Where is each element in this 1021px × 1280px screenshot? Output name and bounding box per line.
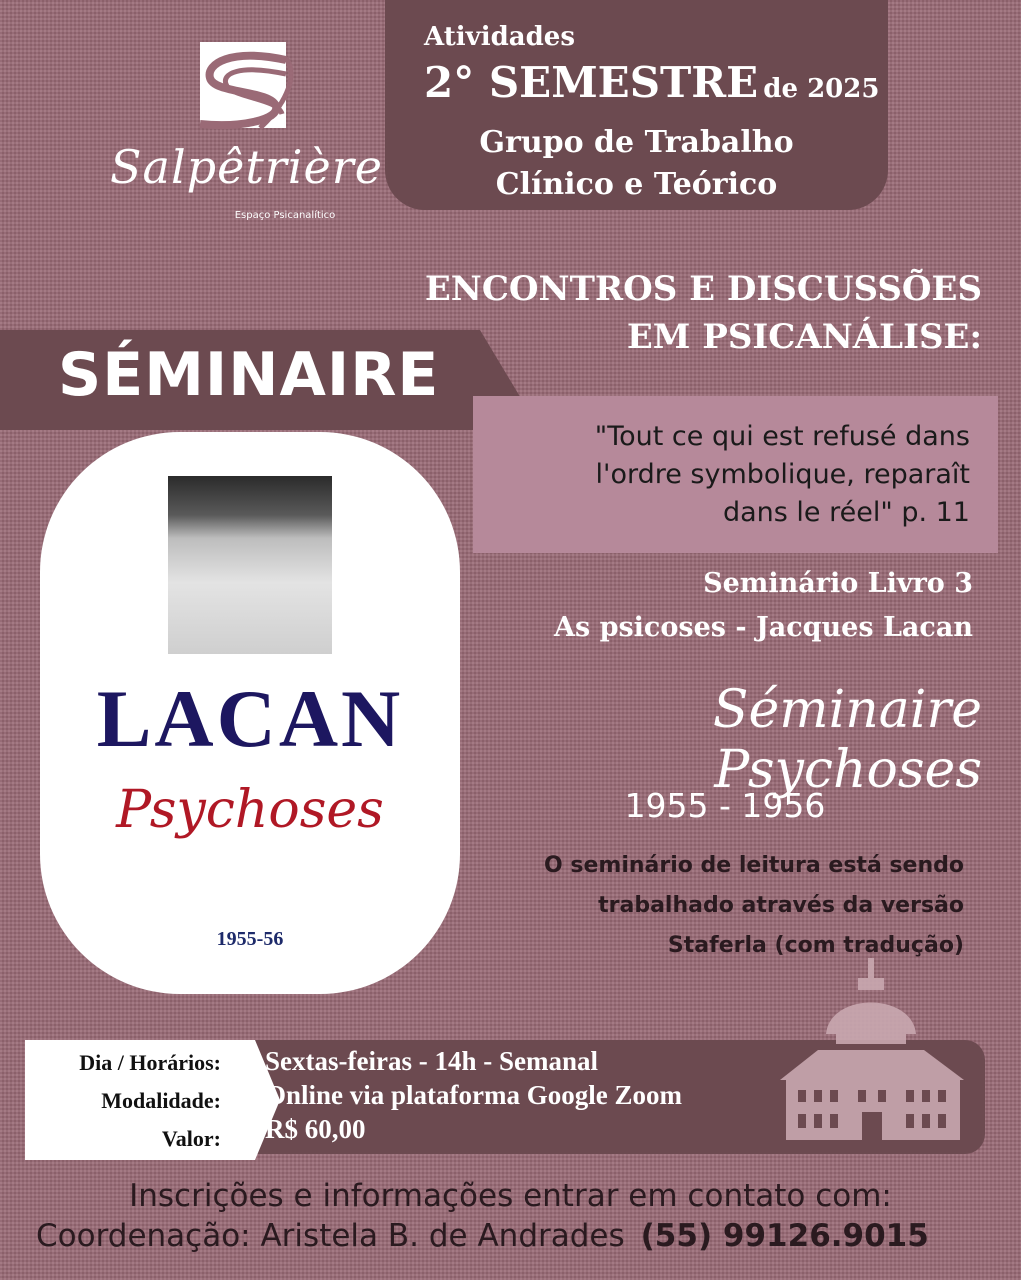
quote-line-3: dans le réel" p. 11	[722, 497, 970, 528]
atividades-label: Atividades	[424, 22, 575, 52]
seminar-livro: Seminário Livro 3	[703, 568, 973, 599]
footer-contact-line: Inscrições e informações entrar em contato com:	[129, 1178, 892, 1214]
grupo-title	[385, 122, 888, 206]
encontros-line-1: ENCONTROS E DISCUSSÕES	[424, 269, 982, 309]
building-icon	[778, 958, 968, 1142]
encontros-line-2: EM PSICANÁLISE:	[626, 317, 982, 357]
value-dia: Sextas-feiras - 14h - Semanal	[265, 1046, 598, 1076]
cover-year: 1955-56	[216, 928, 284, 950]
semester-year: de 2025	[763, 74, 880, 104]
seminar-script-title: Séminaire Psychoses	[712, 680, 982, 800]
lacan-portrait-image	[168, 476, 332, 654]
salpetriere-logo-icon	[110, 38, 383, 238]
logo-name: Salpêtrière	[110, 140, 383, 194]
versao-line-1: O seminário de leitura está sendo	[544, 853, 964, 878]
versao-note	[480, 846, 964, 966]
footer-coordination-line	[36, 1218, 929, 1254]
quote-text	[490, 418, 970, 532]
grupo-line-2: Clínico e Teórico	[495, 167, 778, 202]
cover-title: LACAN	[96, 673, 404, 764]
book-cover	[40, 432, 460, 994]
semester-title: 2° SEMESTRE	[424, 58, 759, 107]
label-modalidade: Modalidade:	[101, 1088, 221, 1113]
seminar-info	[470, 562, 973, 650]
versao-line-2: trabalhado através da versão	[598, 893, 964, 918]
label-valor: Valor:	[161, 1126, 221, 1151]
value-modalidade: Online via plataforma Google Zoom	[265, 1080, 682, 1110]
cover-subtitle: Psychoses	[116, 780, 384, 840]
seminar-years: 1955 - 1956	[624, 786, 826, 825]
phone-number: (55) 99126.9015	[640, 1218, 929, 1254]
grupo-line-1: Grupo de Trabalho	[479, 125, 794, 160]
semester-line	[424, 58, 879, 107]
label-dia: Dia / Horários:	[79, 1050, 221, 1075]
seminar-psicoses: As psicoses - Jacques Lacan	[554, 612, 973, 643]
coordenacao-text: Coordenação: Aristela B. de Andrades	[36, 1218, 625, 1254]
details-labels	[25, 1044, 221, 1158]
value-valor: R$ 60,00	[265, 1114, 366, 1144]
logo-subtitle: Espaço Psicanalítico	[234, 210, 336, 221]
versao-line-3: Staferla (com tradução)	[667, 933, 964, 958]
details-values	[265, 1044, 682, 1146]
quote-line-2: l'ordre symbolique, reparaît	[595, 459, 970, 490]
seminaire-banner-text: SÉMINAIRE	[58, 340, 440, 410]
quote-line-1: "Tout ce qui est refusé dans	[594, 421, 970, 452]
